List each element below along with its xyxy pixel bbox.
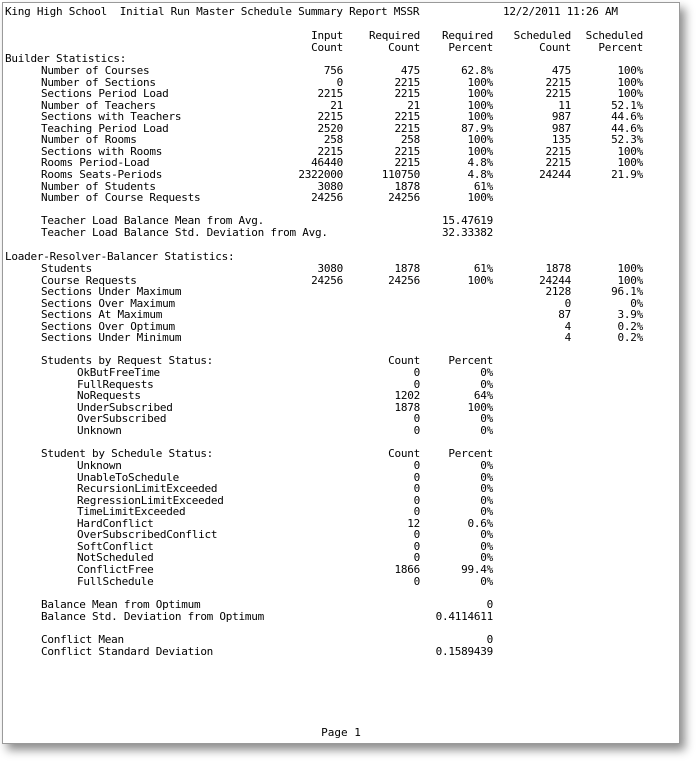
builder-row-input-count: 24256 bbox=[311, 191, 343, 205]
schedule-status-percent: 0.6% bbox=[467, 516, 493, 530]
schedule-status-count: 12 bbox=[407, 516, 420, 530]
request-status-percent: 0% bbox=[480, 412, 493, 426]
schedule-status-percent: 0% bbox=[480, 505, 493, 519]
lrb-row-scheduled-percent: 96.1% bbox=[611, 285, 643, 299]
lrb-row-label: Course Requests bbox=[41, 273, 137, 287]
schedule-status-percent: 0% bbox=[480, 528, 493, 542]
balance-label: Balance Std. Deviation from Optimum bbox=[41, 609, 265, 623]
builder-row-input-count: 2215 bbox=[317, 87, 343, 101]
builder-row-input-count: 258 bbox=[323, 133, 343, 147]
schedule-status-count: 0 bbox=[413, 539, 420, 553]
schedule-status-percent: 99.4% bbox=[461, 562, 493, 576]
builder-row-required-count: 21 bbox=[407, 98, 420, 112]
builder-row-scheduled-count: 2215 bbox=[545, 144, 571, 158]
schedule-status-count: 0 bbox=[413, 470, 420, 484]
lrb-row-scheduled-percent: 3.9% bbox=[617, 308, 643, 322]
request-status-label: OkButFreeTime bbox=[77, 366, 160, 379]
builder-row-input-count: 756 bbox=[323, 64, 343, 77]
schedule-status-percent: 0% bbox=[480, 459, 493, 472]
builder-row-scheduled-count: 24244 bbox=[539, 167, 571, 181]
builder-row-label: Sections with Rooms bbox=[41, 144, 163, 158]
builder-row-scheduled-count: 2215 bbox=[545, 75, 571, 89]
builder-row-required-percent: 100% bbox=[467, 133, 493, 147]
builder-row-required-count: 110750 bbox=[381, 167, 420, 181]
balance-label: Balance Mean from Optimum bbox=[41, 598, 201, 611]
builder-row-scheduled-percent: 52.3% bbox=[611, 133, 643, 147]
builder-row-required-percent: 4.8% bbox=[467, 156, 493, 170]
lrb-row-input-count: 3080 bbox=[317, 262, 343, 275]
builder-row-scheduled-percent: 44.6% bbox=[611, 110, 643, 124]
builder-row-scheduled-count: 987 bbox=[551, 110, 571, 124]
builder-row-required-percent: 100% bbox=[467, 191, 493, 205]
builder-row-scheduled-percent: 100% bbox=[617, 156, 643, 170]
column-header-required-percent: Required bbox=[442, 29, 493, 42]
report-date: 12/2/2011 11:26 AM bbox=[503, 5, 618, 18]
column-header-input-count: Input bbox=[311, 29, 343, 42]
request-status-label: OverSubscribed bbox=[77, 412, 167, 426]
teacher-load-value: 32.33382 bbox=[442, 225, 493, 239]
schedule-status-percent-header: Percent bbox=[448, 447, 493, 460]
builder-row-scheduled-count: 475 bbox=[551, 64, 571, 77]
builder-row-scheduled-count: 2215 bbox=[545, 87, 571, 101]
builder-row-required-count: 2215 bbox=[394, 144, 420, 158]
builder-row-required-percent: 4.8% bbox=[467, 167, 493, 181]
schedule-status-label: NotScheduled bbox=[77, 551, 154, 565]
conflict-label: Conflict Standard Deviation bbox=[41, 644, 214, 658]
column-header-input-count-2: Count bbox=[311, 41, 343, 54]
builder-row-label: Rooms Seats-Periods bbox=[41, 167, 163, 181]
lrb-statistics-heading: Loader-Resolver-Balancer Statistics: bbox=[5, 250, 235, 263]
request-status-count: 0 bbox=[413, 377, 420, 391]
schedule-status-percent: 0% bbox=[480, 551, 493, 565]
request-status-percent-header: Percent bbox=[448, 354, 493, 367]
report-page bbox=[2, 2, 680, 744]
lrb-row-scheduled-count: 24244 bbox=[539, 273, 571, 287]
lrb-row-required-count: 24256 bbox=[388, 273, 420, 287]
schedule-status-count: 0 bbox=[413, 528, 420, 542]
lrb-row-scheduled-percent: 0% bbox=[630, 296, 643, 310]
lrb-row-scheduled-percent: 0.2% bbox=[617, 319, 643, 333]
builder-row-scheduled-count: 135 bbox=[551, 133, 571, 147]
conflict-value: 0.1589439 bbox=[435, 644, 493, 658]
schedule-status-percent: 0% bbox=[480, 539, 493, 553]
report-title: King High School Initial Run Master Schedule Summary Report MSSR bbox=[5, 5, 420, 18]
builder-row-scheduled-percent: 21.9% bbox=[611, 167, 643, 181]
request-status-percent: 0% bbox=[480, 366, 493, 379]
schedule-status-label: FullSchedule bbox=[77, 574, 154, 588]
schedule-status-label: RegressionLimitExceeded bbox=[77, 493, 224, 507]
request-status-count: 0 bbox=[413, 412, 420, 426]
schedule-status-count: 0 bbox=[413, 493, 420, 507]
lrb-row-scheduled-count: 87 bbox=[558, 308, 571, 322]
builder-row-input-count: 2322000 bbox=[298, 167, 343, 181]
request-status-heading: Students by Request Status: bbox=[41, 354, 214, 367]
schedule-status-label: TimeLimitExceeded bbox=[77, 505, 186, 519]
builder-row-scheduled-count: 2215 bbox=[545, 156, 571, 170]
balance-value: 0.4114611 bbox=[435, 609, 493, 623]
builder-row-input-count: 2215 bbox=[317, 144, 343, 158]
builder-row-label: Rooms Period-Load bbox=[41, 156, 150, 170]
lrb-row-scheduled-percent: 0.2% bbox=[617, 331, 643, 345]
schedule-status-percent: 0% bbox=[480, 482, 493, 496]
lrb-row-input-count: 24256 bbox=[311, 273, 343, 287]
builder-row-label: Sections Period Load bbox=[41, 87, 169, 101]
builder-row-required-percent: 100% bbox=[467, 98, 493, 112]
balance-value: 0 bbox=[486, 598, 493, 611]
builder-row-scheduled-percent: 44.6% bbox=[611, 121, 643, 135]
builder-row-required-count: 2215 bbox=[394, 75, 420, 89]
column-header-scheduled-count-2: Count bbox=[539, 41, 571, 54]
request-status-count: 1202 bbox=[394, 389, 420, 403]
lrb-row-scheduled-percent: 100% bbox=[617, 262, 643, 275]
builder-row-required-count: 1878 bbox=[394, 179, 420, 193]
schedule-status-percent: 0% bbox=[480, 470, 493, 484]
schedule-status-count: 0 bbox=[413, 574, 420, 588]
builder-row-required-percent: 87.9% bbox=[461, 121, 493, 135]
lrb-row-required-percent: 61% bbox=[473, 262, 493, 275]
builder-row-scheduled-count: 11 bbox=[558, 98, 571, 112]
schedule-status-count: 0 bbox=[413, 459, 420, 472]
builder-row-input-count: 21 bbox=[330, 98, 343, 112]
builder-row-required-count: 2215 bbox=[394, 87, 420, 101]
lrb-row-scheduled-count: 0 bbox=[564, 296, 571, 310]
lrb-row-label: Sections Under Minimum bbox=[41, 331, 182, 345]
schedule-status-label: OverSubscribedConflict bbox=[77, 528, 218, 542]
builder-row-label: Number of Students bbox=[41, 179, 156, 193]
lrb-row-label: Sections At Maximum bbox=[41, 308, 163, 322]
lrb-row-scheduled-percent: 100% bbox=[617, 273, 643, 287]
request-status-percent: 0% bbox=[480, 423, 493, 437]
lrb-row-scheduled-count: 2128 bbox=[545, 285, 571, 299]
schedule-status-label: SoftConflict bbox=[77, 539, 154, 553]
builder-row-label: Teaching Period Load bbox=[41, 121, 169, 135]
builder-row-scheduled-percent: 100% bbox=[617, 75, 643, 89]
teacher-load-label: Teacher Load Balance Mean from Avg. bbox=[41, 214, 265, 227]
builder-row-scheduled-count: 987 bbox=[551, 121, 571, 135]
lrb-row-label: Students bbox=[41, 262, 92, 275]
column-header-scheduled-percent: Scheduled bbox=[585, 29, 643, 42]
builder-row-input-count: 46440 bbox=[311, 156, 343, 170]
schedule-status-count: 0 bbox=[413, 505, 420, 519]
builder-row-input-count: 2215 bbox=[317, 110, 343, 124]
column-header-required-count-2: Count bbox=[388, 41, 420, 54]
schedule-status-count: 1866 bbox=[394, 562, 420, 576]
column-header-scheduled-percent-2: Percent bbox=[598, 41, 643, 54]
builder-row-label: Number of Course Requests bbox=[41, 191, 201, 205]
request-status-label: Unknown bbox=[77, 423, 122, 437]
builder-row-label: Number of Rooms bbox=[41, 133, 137, 147]
request-status-count-header: Count bbox=[388, 354, 420, 367]
lrb-row-label: Sections Over Maximum bbox=[41, 296, 175, 310]
builder-row-required-count: 24256 bbox=[388, 191, 420, 205]
builder-row-required-percent: 100% bbox=[467, 110, 493, 124]
builder-row-required-count: 2215 bbox=[394, 121, 420, 135]
schedule-status-label: Unknown bbox=[77, 459, 122, 472]
builder-row-required-count: 2215 bbox=[394, 110, 420, 124]
lrb-row-scheduled-count: 4 bbox=[564, 331, 571, 345]
request-status-label: NoRequests bbox=[77, 389, 141, 403]
builder-row-input-count: 2520 bbox=[317, 121, 343, 135]
column-header-required-count: Required bbox=[369, 29, 420, 42]
builder-row-input-count: 0 bbox=[336, 75, 343, 89]
lrb-row-required-count: 1878 bbox=[394, 262, 420, 275]
builder-row-scheduled-percent: 52.1% bbox=[611, 98, 643, 112]
column-header-required-percent-2: Percent bbox=[448, 41, 493, 54]
schedule-status-count-header: Count bbox=[388, 447, 420, 460]
builder-row-required-percent: 100% bbox=[467, 87, 493, 101]
lrb-row-required-percent: 100% bbox=[467, 273, 493, 287]
builder-row-label: Number of Teachers bbox=[41, 98, 156, 112]
builder-row-label: Number of Courses bbox=[41, 64, 150, 77]
builder-row-required-percent: 62.8% bbox=[461, 64, 493, 77]
builder-row-input-count: 3080 bbox=[317, 179, 343, 193]
page-number: Page 1 bbox=[321, 726, 361, 739]
schedule-status-count: 0 bbox=[413, 551, 420, 565]
schedule-status-label: ConflictFree bbox=[77, 562, 154, 576]
schedule-status-percent: 0% bbox=[480, 493, 493, 507]
schedule-status-percent: 0% bbox=[480, 574, 493, 588]
request-status-count: 1878 bbox=[394, 400, 420, 414]
builder-row-label: Sections with Teachers bbox=[41, 110, 182, 124]
schedule-status-label: UnableToSchedule bbox=[77, 470, 179, 484]
schedule-status-count: 0 bbox=[413, 482, 420, 496]
builder-row-required-count: 475 bbox=[400, 64, 420, 77]
request-status-percent: 64% bbox=[473, 389, 493, 403]
column-header-scheduled-count: Scheduled bbox=[513, 29, 571, 42]
builder-row-required-percent: 61% bbox=[473, 179, 493, 193]
request-status-count: 0 bbox=[413, 423, 420, 437]
builder-row-scheduled-percent: 100% bbox=[617, 64, 643, 77]
lrb-row-label: Sections Over Optimum bbox=[41, 319, 175, 333]
lrb-row-scheduled-count: 4 bbox=[564, 319, 571, 333]
builder-statistics-heading: Builder Statistics: bbox=[5, 52, 127, 65]
builder-row-required-percent: 100% bbox=[467, 75, 493, 89]
builder-row-scheduled-percent: 100% bbox=[617, 87, 643, 101]
request-status-count: 0 bbox=[413, 366, 420, 379]
schedule-status-heading: Student by Schedule Status: bbox=[41, 447, 214, 460]
lrb-row-label: Sections Under Maximum bbox=[41, 285, 182, 299]
request-status-label: FullRequests bbox=[77, 377, 154, 391]
teacher-load-value: 15.47619 bbox=[442, 214, 493, 227]
teacher-load-label: Teacher Load Balance Std. Deviation from Avg. bbox=[41, 225, 328, 239]
builder-row-required-percent: 100% bbox=[467, 144, 493, 158]
schedule-status-label: HardConflict bbox=[77, 516, 154, 530]
request-status-percent: 0% bbox=[480, 377, 493, 391]
builder-row-label: Number of Sections bbox=[41, 75, 156, 89]
request-status-percent: 100% bbox=[467, 400, 493, 414]
builder-row-required-count: 2215 bbox=[394, 156, 420, 170]
builder-row-scheduled-percent: 100% bbox=[617, 144, 643, 158]
lrb-row-scheduled-count: 1878 bbox=[545, 262, 571, 275]
schedule-status-label: RecursionLimitExceeded bbox=[77, 482, 218, 496]
conflict-label: Conflict Mean bbox=[41, 633, 124, 646]
request-status-label: UnderSubscribed bbox=[77, 400, 173, 414]
conflict-value: 0 bbox=[486, 633, 493, 646]
builder-row-required-count: 258 bbox=[400, 133, 420, 147]
